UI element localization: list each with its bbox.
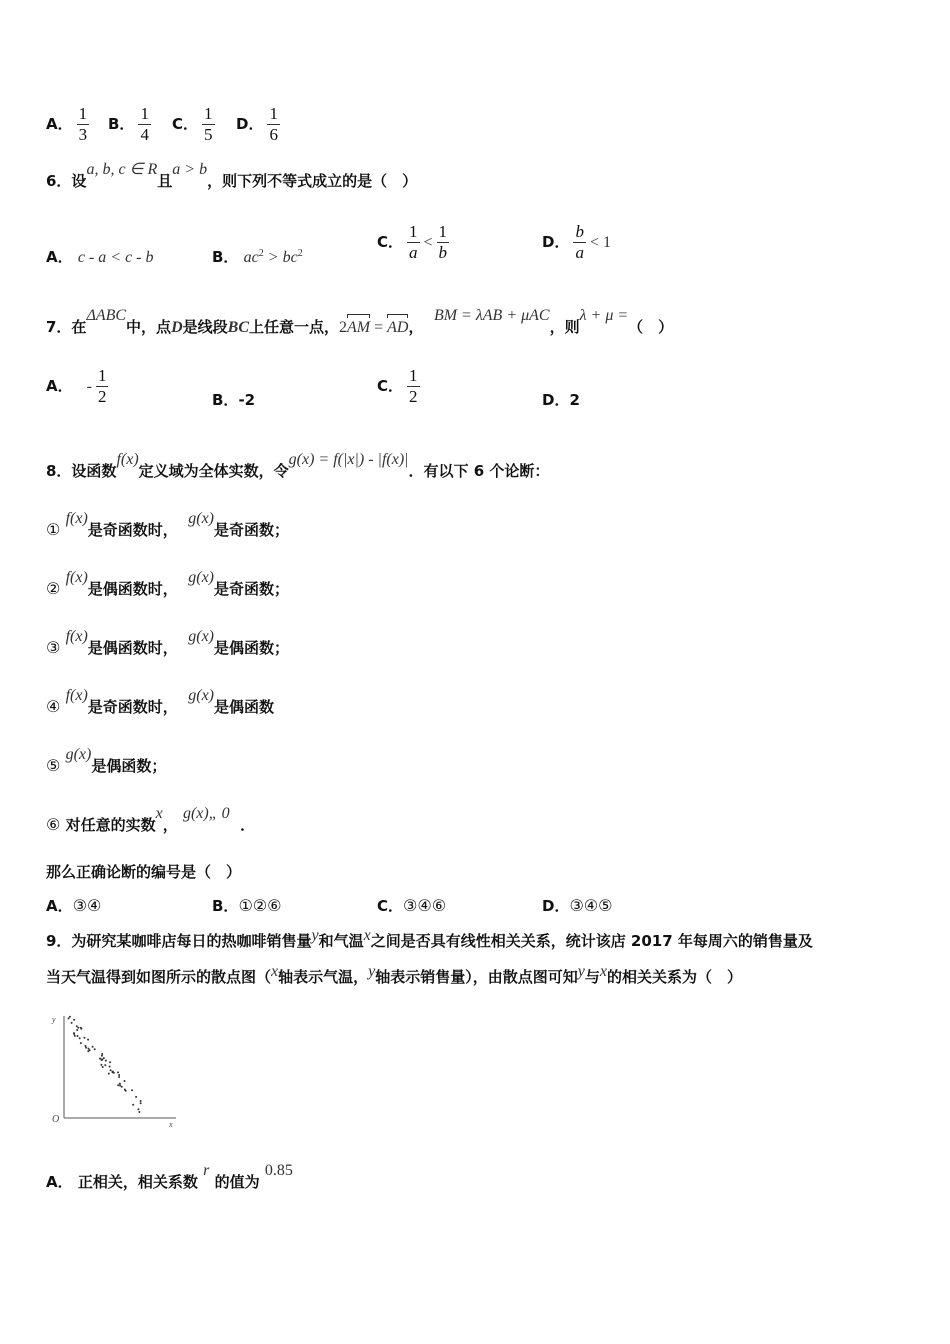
- scatter-dot: [88, 1048, 90, 1050]
- q7-b-val: -2: [238, 391, 256, 409]
- scatter-dot: [85, 1045, 87, 1047]
- scatter-dot: [124, 1080, 126, 1082]
- q7-option-a: [46, 366, 112, 407]
- q7-text1: 中，点: [126, 318, 172, 336]
- option-label: A．: [46, 115, 73, 133]
- q8-statement-1: [46, 510, 290, 540]
- q6-c-op: <: [423, 234, 433, 251]
- scatter-dot: [74, 1035, 76, 1037]
- q6-d-rest: < 1: [589, 234, 611, 251]
- q8-s4-t2: 是偶函数: [214, 698, 275, 716]
- q7-stem: [46, 307, 674, 337]
- q7-triangle: ΔABC: [86, 307, 127, 324]
- q8-s1-t1: 是奇函数时，: [87, 521, 178, 539]
- option-label: C．: [377, 897, 404, 915]
- scatter-dot: [73, 1033, 75, 1035]
- q8-s4-g: g(x): [188, 687, 215, 704]
- scatter-dot: [103, 1057, 105, 1059]
- scatter-dot: [87, 1050, 89, 1052]
- scatter-dot: [137, 1108, 139, 1110]
- scatter-dot: [68, 1017, 70, 1019]
- q9-l2-e: 的相关关系为（ ）: [607, 968, 743, 986]
- q8-s3-num: ③: [46, 638, 61, 657]
- option-label: D．: [236, 115, 264, 133]
- q7-seg-bc: BC: [227, 319, 249, 336]
- q8-s3-t2: 是偶函数；: [214, 639, 290, 657]
- scatter-dot: [77, 1035, 79, 1037]
- numerator: 1: [204, 104, 213, 123]
- scatter-dot: [138, 1111, 140, 1113]
- q6-option-c: [377, 222, 453, 263]
- origin-label: O: [52, 1114, 60, 1125]
- q9-a-r: r: [203, 1162, 210, 1179]
- scatter-dot: [80, 1042, 82, 1044]
- numerator: 1: [78, 104, 88, 123]
- scatter-dot: [101, 1055, 103, 1057]
- q9-l2-x2: x: [599, 963, 607, 980]
- q8-c-val: ③④⑥: [403, 896, 447, 915]
- q7-vec-ad: AD: [387, 319, 409, 336]
- numerator: b: [575, 222, 584, 241]
- q8-s1-t2: 是奇函数；: [214, 521, 290, 539]
- q7-prefix: 7．在: [46, 318, 87, 336]
- y-axis-label: y: [52, 1015, 56, 1024]
- q8-text2: ．有以下 6 个论断：: [408, 462, 550, 480]
- scatter-dot: [110, 1069, 112, 1071]
- q6-prefix: 6．设: [46, 172, 87, 190]
- q6-option-b: [212, 246, 303, 267]
- q7-text2: 是线段: [182, 318, 228, 336]
- option-label: A．: [46, 377, 73, 395]
- scatter-dot: [112, 1071, 114, 1073]
- q7-vec-am: AM: [347, 319, 371, 336]
- x-axis-label: x: [169, 1120, 173, 1129]
- numerator: 1: [269, 104, 278, 123]
- q9-l2-x: x: [271, 963, 279, 980]
- q6-b-expr2: > bc: [263, 249, 298, 266]
- scatter-dot: [132, 1104, 134, 1106]
- q8-option-a: [46, 895, 101, 916]
- q7-text4: ，则: [549, 318, 580, 336]
- q9-stem-line2: [46, 963, 743, 987]
- q6-a-expr: c - a < c - b: [77, 249, 154, 266]
- q8-s3-g: g(x): [188, 628, 215, 645]
- q8-b-val: ①②⑥: [238, 896, 282, 915]
- scatter-dot: [109, 1066, 111, 1068]
- scatter-dot: [79, 1037, 81, 1039]
- denominator: 2: [409, 387, 418, 406]
- q6-b-expr1: ac: [243, 249, 259, 266]
- q7-option-b: [212, 389, 255, 410]
- denominator: 4: [140, 125, 149, 144]
- scatter-dot: [71, 1022, 73, 1024]
- scatter-dot: [94, 1048, 96, 1050]
- scatter-dot: [135, 1096, 137, 1098]
- scatter-dot: [76, 1029, 78, 1031]
- q8-statement-5: [46, 746, 167, 776]
- fraction: [96, 366, 109, 407]
- fraction: [573, 222, 586, 263]
- option-label: D．: [542, 391, 570, 409]
- q9-a-text: 正相关，相关系数: [77, 1173, 198, 1191]
- scatter-dot: [118, 1074, 120, 1076]
- option-label: C．: [377, 377, 404, 395]
- fraction: [407, 366, 420, 407]
- q9-l1-b: 和气温: [318, 932, 364, 950]
- q8-s4-f: f(x): [65, 687, 88, 704]
- scatter-dot: [101, 1059, 103, 1061]
- option-label: B．: [108, 115, 135, 133]
- scatter-dot: [124, 1089, 126, 1091]
- q8-a-val: ③④: [72, 896, 102, 915]
- scatter-dot: [69, 1016, 71, 1018]
- numerator: 1: [140, 104, 149, 123]
- option-label: A．: [46, 897, 73, 915]
- scatter-dot: [73, 1019, 75, 1021]
- q8-s6-end: ．: [240, 816, 256, 834]
- q8-s1-num: ①: [46, 520, 61, 539]
- q8-s4-t1: 是奇函数时，: [87, 698, 178, 716]
- numerator: 1: [409, 366, 418, 385]
- q8-s6-num: ⑥: [46, 815, 61, 834]
- q8-s4-num: ④: [46, 697, 61, 716]
- q8-text1: 定义域为全体实数，令: [138, 462, 289, 480]
- q8-s6-comma: ，: [162, 816, 178, 834]
- q6-b-sup2: 2: [297, 248, 303, 259]
- q9-a-val: 0.85: [264, 1162, 293, 1179]
- q9-l2-b: 轴表示气温，: [278, 968, 369, 986]
- q8-s2-t2: 是奇函数；: [214, 580, 290, 598]
- q5-option-a: [46, 104, 93, 145]
- option-label: A．: [46, 1173, 73, 1191]
- q7-text3: 上任意一点，: [248, 318, 339, 336]
- q7-comma: ，: [408, 318, 424, 336]
- scatter-dot: [118, 1076, 120, 1078]
- scatter-dot: [101, 1053, 103, 1055]
- q8-statement-4: [46, 687, 275, 717]
- q8-s1-g: g(x): [188, 510, 215, 527]
- denominator: 2: [97, 387, 107, 406]
- numerator: 1: [409, 222, 418, 241]
- scatter-dot: [104, 1064, 106, 1066]
- scatter-dot: [87, 1039, 89, 1041]
- q9-l2-c: 轴表示销售量），由散点图可知: [375, 968, 578, 986]
- q7-vec-coef: 2: [339, 319, 347, 336]
- q9-stem-line1: [46, 927, 813, 951]
- q7-lm-expr: λ + μ =: [579, 307, 629, 324]
- scatter-dot: [100, 1064, 102, 1066]
- fraction: [138, 104, 151, 145]
- q6-option-d: [542, 222, 611, 263]
- scatter-dot: [119, 1083, 121, 1085]
- option-label: C．: [377, 233, 404, 251]
- q8-s3-f: f(x): [65, 628, 88, 645]
- numerator: 1: [438, 222, 448, 241]
- scatter-dot: [76, 1025, 78, 1027]
- q7-bm-expr: BM = λAB + μAC: [433, 307, 550, 324]
- q8-s2-t1: 是偶函数时，: [87, 580, 178, 598]
- denominator: a: [409, 243, 418, 262]
- option-label: B．: [212, 897, 239, 915]
- q9-l2-a: 当天气温得到如图所示的散点图（: [46, 968, 272, 986]
- q7-a-sign: -: [86, 378, 92, 395]
- q6-mid: 且: [157, 172, 173, 190]
- q8-s3-t1: 是偶函数时，: [87, 639, 178, 657]
- scatter-points: [68, 1016, 142, 1113]
- fraction: [407, 222, 420, 263]
- denominator: b: [438, 243, 448, 262]
- scatter-plot: [48, 1012, 180, 1130]
- q8-s5-num: ⑤: [46, 756, 61, 775]
- q8-question: [46, 861, 241, 882]
- q7-option-d: [542, 389, 580, 410]
- q6-suffix: ，则下列不等式成立的是（ ）: [207, 172, 418, 190]
- q5-option-c: [172, 104, 219, 145]
- scatter-dot: [109, 1061, 111, 1063]
- q8-d-val: ③④⑤: [569, 896, 613, 915]
- q9-l1-x: x: [363, 927, 371, 944]
- scatter-dot: [77, 1027, 79, 1029]
- fraction: [77, 104, 90, 145]
- q6-option-a: [46, 246, 154, 267]
- q8-s1-f: f(x): [65, 510, 88, 527]
- scatter-dot: [140, 1102, 142, 1104]
- q8-option-b: [212, 895, 281, 916]
- option-label: B．: [212, 248, 239, 266]
- q5-option-b: [108, 104, 155, 145]
- q6-b-sup1: 2: [258, 248, 264, 259]
- fraction: [202, 104, 215, 145]
- scatter-dot: [92, 1046, 94, 1048]
- option-label: A．: [46, 248, 73, 266]
- scatter-dot: [80, 1027, 82, 1029]
- q8-fx: f(x): [116, 451, 139, 468]
- q9-a-t2: 的值为: [214, 1173, 260, 1191]
- q6-cond2: a > b: [172, 161, 208, 178]
- scatter-dot: [119, 1085, 121, 1087]
- q8-s6-x: x: [155, 805, 163, 822]
- denominator: a: [575, 243, 584, 262]
- q6-stem: [46, 161, 418, 191]
- q9-l1-y: y: [311, 927, 319, 944]
- q7-vec-eq: =: [370, 319, 388, 336]
- q8-option-c: [377, 895, 446, 916]
- q8-s5-g: g(x): [65, 746, 92, 763]
- option-label: C．: [172, 115, 199, 133]
- q8-prefix: 8．设函数: [46, 462, 117, 480]
- scatter-dot: [131, 1089, 133, 1091]
- q8-gdef: g(x) = f(|x|) - |f(x)|: [288, 451, 409, 468]
- numerator: 1: [97, 366, 107, 385]
- q6-cond1: a, b, c ∈ R: [86, 161, 158, 178]
- q7-point-d: D: [171, 319, 183, 336]
- q9-l2-y2: y: [577, 963, 585, 980]
- q8-s5-t: 是偶函数；: [91, 757, 167, 775]
- q8-stem: [46, 451, 550, 481]
- q8-statement-2: [46, 569, 290, 599]
- scatter-dot: [108, 1073, 110, 1075]
- option-label: D．: [542, 897, 570, 915]
- fraction: [437, 222, 450, 263]
- q8-s2-g: g(x): [188, 569, 215, 586]
- scatter-dot: [102, 1066, 104, 1068]
- option-label: D．: [542, 233, 570, 251]
- denominator: 6: [269, 125, 278, 144]
- q9-l2-d: 与: [584, 968, 600, 986]
- q9-l2-y: y: [368, 963, 376, 980]
- denominator: 3: [78, 125, 88, 144]
- q9-l1-a: 9．为研究某咖啡店每日的热咖啡销售量: [46, 932, 312, 950]
- q9-option-a: [46, 1162, 293, 1192]
- q9-l1-c: 之间是否具有线性相关关系，统计该店 2017 年每周六的销售量及: [370, 932, 813, 950]
- scatter-dot: [83, 1037, 85, 1039]
- q8-option-d: [542, 895, 612, 916]
- scatter-dot: [117, 1084, 119, 1086]
- q8-s2-f: f(x): [65, 569, 88, 586]
- q7-paren: （ ）: [628, 318, 674, 336]
- scatter-dot: [117, 1071, 119, 1073]
- q8-s2-num: ②: [46, 579, 61, 598]
- q7-option-c: [377, 366, 424, 407]
- q8-statement-3: [46, 628, 290, 658]
- q5-option-d: [236, 104, 284, 145]
- fraction: [267, 104, 280, 145]
- q8-statement-6: [46, 805, 256, 835]
- denominator: 5: [204, 125, 213, 144]
- scatter-dot: [121, 1086, 123, 1088]
- option-label: B．: [212, 391, 239, 409]
- q7-d-val: 2: [569, 391, 580, 409]
- q8-s6-t1: 对任意的实数: [65, 816, 156, 834]
- scatter-dot: [140, 1100, 142, 1102]
- q8-s6-g: g(x)„ 0: [182, 805, 230, 822]
- q8-question-text: 那么正确论断的编号是（ ）: [46, 863, 242, 881]
- scatter-dot: [105, 1060, 107, 1062]
